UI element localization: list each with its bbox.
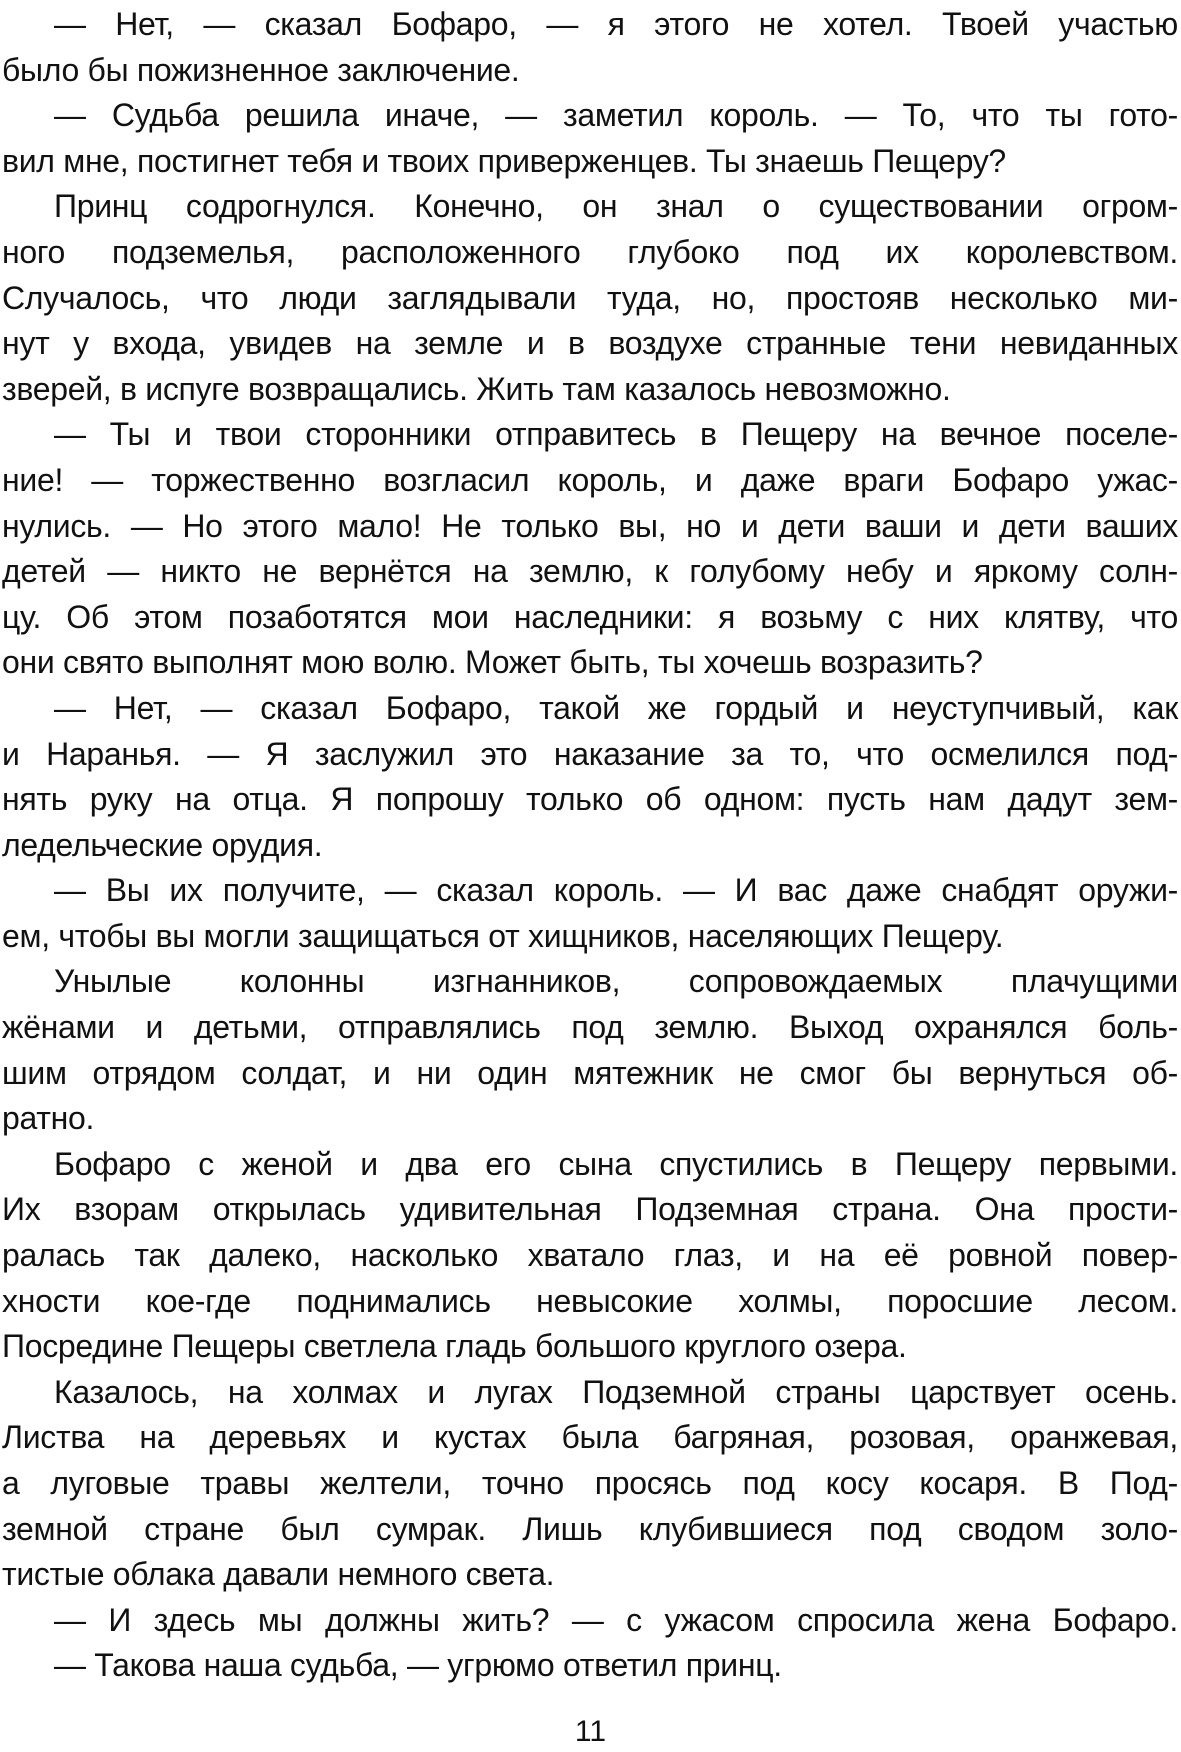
page-body-text	[2, 2, 1178, 1689]
text-line: ного подземелья, расположенного глубоко под их королевством.	[2, 233, 1178, 270]
text-line: Принц содрогнулся. Конечно, он знал о существовании огром-	[54, 188, 1178, 225]
text-line: было бы пожизненное заключение.	[2, 51, 520, 88]
text-line: — Нет, — сказал Бофаро, — я этого не хотел. Твоей участью	[54, 6, 1178, 42]
text-line: зверей, в испуге возвращались. Жить там казалось невозможно.	[2, 370, 951, 407]
text-line: ледельческие орудия.	[2, 826, 323, 863]
text-line: цу. Об этом позаботятся мои наследники: я возьму с них клятву, что	[2, 598, 1178, 635]
text-line: Казалось, на холмах и лугах Подземной страны царствует осень.	[54, 1373, 1178, 1410]
text-line: а луговые травы желтели, точно просясь под косу косаря. В Под-	[2, 1465, 1178, 1501]
text-line: — Судьба решила иначе, — заметил король. — То, что ты гото-	[54, 97, 1178, 134]
text-line: шим отрядом солдат, и ни один мятежник не смог бы вернуться об-	[2, 1054, 1178, 1091]
text-line: земной стране был сумрак. Лишь клубившиеся под сводом золо-	[2, 1510, 1178, 1547]
text-line: — Такова наша судьба, — угрюмо ответил принц.	[54, 1647, 782, 1684]
text-line: — Нет, — сказал Бофаро, такой же гордый и неуступчивый, как	[54, 689, 1178, 726]
text-line: ралась так далеко, насколько хватало глаз, и на её ровной повер-	[2, 1237, 1178, 1274]
text-line: — И здесь мы должны жить? — с ужасом спросила жена Бофаро.	[54, 1601, 1178, 1638]
text-line: Посредине Пещеры светлела гладь большого круглого озера.	[2, 1328, 907, 1365]
text-line: вил мне, постигнет тебя и твоих приверженцев. Ты знаешь Пещеру?	[2, 142, 1006, 179]
text-line: — Ты и твои сторонники отправитесь в Пещеру на вечное поселе-	[54, 416, 1178, 453]
text-line: — Вы их получите, — сказал король. — И вас даже снабдят оружи-	[54, 872, 1178, 909]
text-line: Листва на деревьях и кустах была багряная, розовая, оранжевая,	[2, 1419, 1178, 1456]
text-line: ратно.	[2, 1100, 95, 1137]
text-line: ние! — торжественно возгласил король, и даже враги Бофаро ужас-	[2, 461, 1178, 498]
text-line: ем, чтобы вы могли защищаться от хищников, населяющих Пещеру.	[2, 917, 1004, 954]
text-line: хности кое-где поднимались невысокие холмы, поросшие лесом.	[2, 1282, 1178, 1319]
text-line: жёнами и детьми, отправлялись под землю. Выход охранялся боль-	[2, 1009, 1178, 1046]
text-line: Их взорам открылась удивительная Подземная страна. Она прости-	[2, 1191, 1178, 1228]
text-line: тистые облака давали немного света.	[2, 1556, 555, 1593]
text-line: детей — никто не вернётся на землю, к голубому небу и яркому солн-	[2, 553, 1178, 590]
page-number: 11	[574, 1715, 607, 1748]
text-line: Случалось, что люди заглядывали туда, но, простояв несколько ми-	[2, 279, 1178, 316]
text-line: Бофаро с женой и два его сына спустились в Пещеру первыми.	[54, 1145, 1178, 1182]
text-line: нулись. — Но этого мало! Не только вы, но и дети ваши и дети ваших	[2, 507, 1178, 544]
text-line: и Наранья. — Я заслужил это наказание за то, что осмелился под-	[2, 735, 1178, 772]
text-line: нут у входа, увидев на земле и в воздухе странные тени невиданных	[2, 325, 1178, 362]
text-line: они свято выполнят мою волю. Может быть, ты хочешь возразить?	[2, 644, 983, 681]
text-line: нять руку на отца. Я попрошу только об одном: пусть нам дадут зем-	[2, 781, 1178, 818]
text-line: Унылые колонны изгнанников, сопровождаемых плачущими	[54, 963, 1178, 1000]
